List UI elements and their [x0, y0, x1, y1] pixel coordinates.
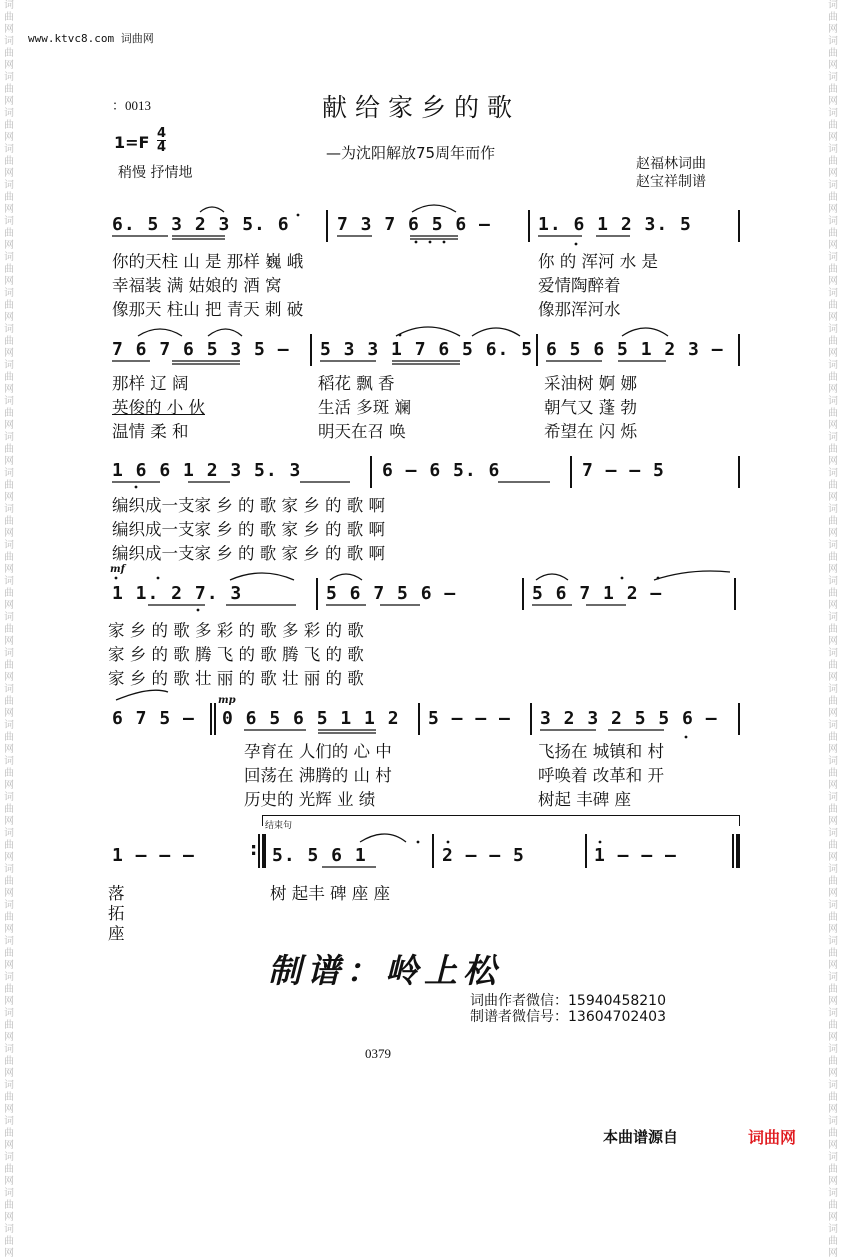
row5-lyric-v1: 孕育在 人们的 心 中 [244, 742, 392, 761]
ending-label: 结束句 [265, 821, 293, 831]
row2-lyric-mid-v2: 生活 多斑 斓 [318, 398, 411, 417]
contact-composer: 词曲作者微信：15940458210 [470, 993, 666, 1009]
watermark-right: 词曲网词曲网词曲网词曲网词曲网词曲网词曲网词曲网词曲网词曲网词曲网词曲网词曲网词曲网词曲网词曲网词曲网词曲网词曲网词曲网词曲网词曲网词曲网词曲网词曲网词曲网词曲网词曲网词曲网词曲网词曲网词曲网词曲网词曲网词曲网 [828, 0, 838, 1259]
row4-lyric-v3: 家 乡 的 歌 壮 丽 的 歌 壮 丽 的 歌 [108, 669, 364, 688]
site-url[interactable]: www.ktvc8.com 词曲网 [28, 32, 154, 45]
dynamic-mf: mf [110, 564, 125, 575]
row2-lyric-right-v3: 希望在 闪 烁 [544, 422, 637, 441]
row1-measure3: 1. 6 1 2 3. 5 [538, 214, 692, 235]
watermark-left: 词曲网词曲网词曲网词曲网词曲网词曲网词曲网词曲网词曲网词曲网词曲网词曲网词曲网词曲网词曲网词曲网词曲网词曲网词曲网词曲网词曲网词曲网词曲网词曲网词曲网词曲网词曲网词曲网词曲网词曲网词曲网词曲网词曲网词曲网词曲网 [4, 0, 14, 1259]
subtitle: —为沈阳解放75周年而作 [326, 144, 496, 162]
row1-lyric-right-v1: 你 的 浑河 水 是 [538, 252, 658, 271]
row6-measure2: 5. 5 6 1 [272, 845, 367, 866]
footer-brand-link[interactable]: 词曲网 [748, 1128, 797, 1147]
credit-lyrics-music: 赵福林词曲 [636, 156, 706, 172]
row4-measure3: 5 6 7 1 2 – [532, 583, 663, 604]
row1-measure1: 6. 5 3 2 3 5. 6 [112, 214, 290, 235]
key-signature: 1=F [114, 133, 150, 152]
row2-measure2: 5 3 3 1 7 6 5 6. 5 [320, 339, 534, 360]
row4-lyric-v2: 家 乡 的 歌 腾 飞 的 歌 腾 飞 的 歌 [108, 645, 364, 664]
row5-lyric-right-v2: 呼唤着 改革和 开 [538, 766, 664, 785]
row6-measure4: 1 – – – [594, 845, 677, 866]
footer-source: 本曲谱源自 [603, 1128, 679, 1146]
row5-lyric-v3: 历史的 光辉 业 绩 [244, 790, 376, 809]
time-signature-top: 4 [157, 126, 167, 141]
row1-lyric-right-v3: 像那浑河水 [538, 300, 621, 319]
page-title: 献给家乡的歌 [322, 93, 521, 122]
time-signature-bottom: 4 [157, 140, 167, 155]
contact-notator: 制谱者微信号：13604702403 [470, 1009, 666, 1025]
row1-lyric-right-v2: 爱情陶醉着 [538, 276, 621, 295]
row3-lyric-v2: 编织成一支家 乡 的 歌 家 乡 的 歌 啊 [112, 520, 385, 539]
row3-measure1: 1 6 6 1 2 3 5. 3 [112, 460, 302, 481]
row3-lyric-v1: 编织成一支家 乡 的 歌 家 乡 的 歌 啊 [112, 496, 385, 515]
row3-measure3: 7 – – 5 [582, 460, 665, 481]
row2-lyric-mid-v3: 明天在召 唤 [318, 422, 406, 441]
row6-lyric-v2: 拓 [108, 904, 125, 923]
row5-measure2: 0 6 5 6 5 1 1 2 [222, 708, 400, 729]
score-number: ：0013 [112, 98, 152, 113]
row4-measure1: 1 1. 2 7. 3 [112, 583, 243, 604]
row5-measure1: 6 7 5 – [112, 708, 195, 729]
row6-lyric-v3: 座 [108, 924, 125, 943]
row1-lyric-v3: 像那天 柱山 把 青天 刺 破 [112, 300, 304, 319]
row5-lyric-right-v3: 树起 丰碑 座 [538, 790, 631, 809]
row1-lyric-v2: 幸福装 满 姑娘的 酒 窝 [112, 276, 282, 295]
row5-measure4: 3 2 3 2 5 5 6 – [540, 708, 718, 729]
page-number: 0379 [365, 1046, 391, 1061]
row6-lyric-v1: 落 [108, 884, 125, 903]
row6-lyric-ending: 树 起丰 碑 座 座 [270, 884, 390, 903]
row5-lyric-right-v1: 飞扬在 城镇和 村 [538, 742, 664, 761]
row2-lyric-mid-v1: 稻花 飘 香 [318, 374, 395, 393]
row3-lyric-v3: 编织成一支家 乡 的 歌 家 乡 的 歌 啊 [112, 544, 385, 563]
row6-measure3: 2 – – 5 [442, 845, 525, 866]
dynamic-mp: mp [218, 695, 236, 706]
signature: 制谱：岭上松 [268, 951, 502, 990]
row5-measure3: 5 – – – [428, 708, 511, 729]
tempo-marking: 稍慢 抒情地 [118, 165, 193, 181]
row1-measure2: 7 3 7 6 5 6 – [337, 214, 491, 235]
row4-measure2: 5 6 7 5 6 – [326, 583, 457, 604]
row1-lyric-v1: 你的天柱 山 是 那样 巍 峨 [112, 252, 304, 271]
row6-measure1: 1 – – – [112, 845, 195, 866]
row2-lyric-v2: 英俊的 小 伙 [112, 398, 205, 417]
row2-lyric-right-v1: 采油树 婀 娜 [544, 374, 637, 393]
row2-lyric-v3: 温情 柔 和 [112, 422, 189, 441]
repeat-dots: : [250, 839, 258, 860]
row2-lyric-v1: 那样 辽 阔 [112, 374, 189, 393]
credit-notation: 赵宝祥制谱 [636, 174, 706, 190]
row5-lyric-v2: 回荡在 沸腾的 山 村 [244, 766, 392, 785]
row4-lyric-v1: 家 乡 的 歌 多 彩 的 歌 多 彩 的 歌 [108, 621, 364, 640]
row3-measure2: 6 – 6 5. 6 [382, 460, 501, 481]
row2-measure1: 7 6 7 6 5 3 5 – [112, 339, 290, 360]
row2-measure3: 6 5 6 5 1 2 3 – [546, 339, 724, 360]
row2-lyric-right-v2: 朝气又 蓬 勃 [544, 398, 637, 417]
